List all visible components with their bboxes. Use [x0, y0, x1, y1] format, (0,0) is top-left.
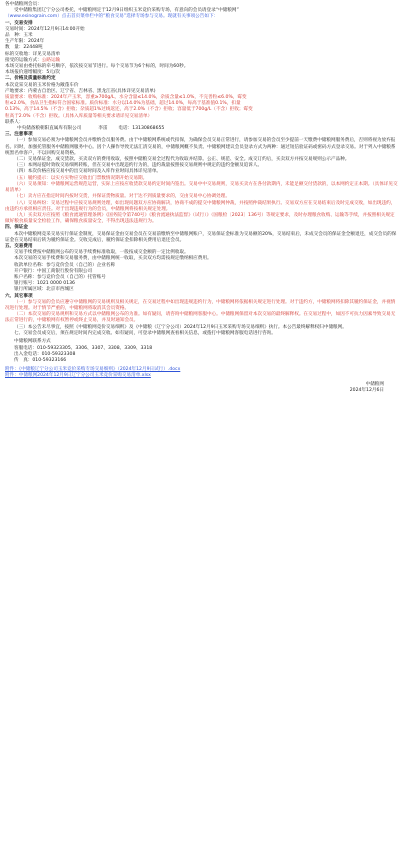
bank-payee: 收款单位名称：参与竞价会员（自己的）企业名称 — [14, 262, 116, 268]
contact-service-phone: 客服电话：010-59323305、3306、3307、3308、3309、3318 — [14, 345, 153, 351]
section-4-title: 四、保证金 — [5, 225, 28, 231]
fee-line-2: 本次交易的交易手续费和交易服务费，由中储粮网统一收取，买卖双方均需按规定缴纳相应费用。 — [14, 256, 212, 262]
price-basis: 本次竞采交易的玉米价格为敞蓬车价 — [5, 82, 79, 88]
quantity: 数 量：22448吨 — [5, 45, 43, 51]
bank-account-number: 银行账号：1021 0000 0136 — [14, 281, 75, 287]
notice-6: （六）交易须知：中储粮网运营规范运营，实际上应按应收货款交易约定时间内签出。交易中中交易规则，交易买卖方在各付款期内，未能足额交付货款的，以本网约定正本期。（具体详见交易清单） — [5, 181, 398, 194]
fee-line-1: 交易手续费按中储粮网公布的交易手续费标准收取，一般按成交金额的一定比例收取。 — [14, 250, 189, 256]
notice-4: （四）本次价格应按交易中的出交易时间及入库作业时间具体详见清单。 — [14, 169, 162, 175]
section-2-title: 二、价格及质量标准约定 — [5, 76, 56, 82]
signature-date: 2024年12月6日 — [349, 387, 384, 393]
notice-1: （一）参加交易必须为中储粮网会员并缴纳会员服务费。由于中储粮网系统或代扣保，为确保会员交易正常进行，请参加交易的会员至少提前一天缴费中储粮网服务费后，否则将视为放弃报名。同时，加强托管服务中储粮网服务中心。因个人操作导致无法汇清交易的，中储粮网概不负责。中储粮网建议会员登录方式为两种：通过短信验证码或密码方式登录交易。对于列入中储粮系统黑名单客户，不以回购交易资格。 — [5, 138, 396, 156]
quality-line-4: 粒高于2.0%（不含）拒收。（具体入库质量等相关要求请详见交易清单） — [5, 113, 153, 119]
contact-cash-phone: 出入金电话：010-59323308 — [14, 351, 76, 357]
other-1: （一）参与交易的会员应遵守中储粮网的交易规则及相关规定，在交易过程中如出现违规违约行为，中储粮网将依据相关规定进行处理。对于违约方，中储粮网将扣除其履约保证金，并视情况进行处理。对于情节严重的，中储粮网将取消其会员资格。 — [5, 299, 396, 311]
section-6-title: 六、其它事项 — [5, 293, 33, 299]
section-3-title: 三、注意事项 — [5, 132, 33, 138]
contact-label: 联系人： — [5, 119, 24, 125]
salutation: 各中储粮网会员： — [5, 2, 42, 7]
transport-label: 接受的运输方式： — [5, 57, 42, 63]
other-2: （二）本次交易的交易规则和交易方式以中储粮网公布的为准。如有疑问，请咨询中储粮网客服中心。中储粮网保留对本次交易的最终解释权。在交易过程中，如因不可抗力因素导致交易无法正常进行的，中储粮网有权暂停或终止交易，并及时通知会员。 — [5, 312, 396, 324]
section-1-body — [5, 27, 398, 77]
attachment-rules-link[interactable]: 附件：《中储粮辽宁分公司玉米竞价采购专场交易细则》（2024年12月9日试行）.docx — [5, 366, 181, 372]
notice-7: （七）卖方应在指定时间内按时交货，并保证货物质量。对于达不到质量要求的，交由交易中心协调处理。 — [14, 194, 230, 200]
notice-5: （五）履约提示：以实方实物应交收出门票数情况期开始交易期。 — [14, 175, 148, 181]
variety: 品 种：玉米 — [5, 33, 33, 39]
trade-time: 交易时间：2024年12月9日14:00开始 — [5, 26, 85, 32]
section-5-title: 五、交易费用 — [5, 243, 33, 249]
attachment-list-link[interactable]: 附件：中储粮网2024年12月9日辽宁分公司玉米竞价采购交易清单.xlsx — [5, 372, 151, 378]
contact-title: 中储粮网联系方式 — [14, 339, 51, 345]
contact-fax: 传 真：010-59323166 — [14, 358, 67, 364]
contact-company: 中央储备粮朝阳直属库有限公司 — [17, 126, 82, 132]
notice-8: （八）交易纠纷：交易过程中应按交易规则处理，如出现问题双方应协商解决，协商不成的提交中储粮网仲裁，并按照仲裁结果执行。交易双方应在交易结束后及时完成交收，如出现违约，由违约方承担相应责任。对于出现违规行为的会员，中储粮网将按相关规定处理。 — [5, 200, 396, 212]
contact-person: 李雷 — [98, 126, 108, 132]
section-1-title: 一、交易安排 — [5, 20, 33, 26]
signature-org: 中储粮网 — [365, 381, 384, 387]
notice-3: （三）本网站提时效收交易细则转账，但在交易中出现违约行为的，违约裁量按照按交易规则中规定的违约金额及追诉人。 — [14, 163, 263, 169]
section-7-text: 七、交易会员成交后，须在规定时间内完成交收。如有疑问，可登录中储粮网查看相关信息，或拨打中储粮网客服电话进行咨询。 — [14, 330, 276, 336]
price-increment: 本场报价递增幅度：5元/次 — [5, 70, 61, 76]
quality-line-2: 粒≤2.0%，食品卫生指标符合国家标准。质价标准：水分以14.0%为基础，超过14.0%，每高于基准值0.1%，扣量 — [5, 101, 241, 107]
notice-2: （二）交易保证金、成交货款、买卖双方的费用收取，按照中储粮交易全过程代为收取并结算。公正、规范、安全。成交订约后，买卖双方并按交易规则公示产品种。 — [14, 157, 350, 163]
origin-requirement: 产地要求：内蒙古自治区、辽宁省、吉林省、黑龙江省(具体详见交易清单) — [5, 88, 156, 94]
bank-name: 开户银行：中国工商银行股份有限公司 — [14, 268, 93, 274]
trade-order-note: 本场交易由委托标的牵号顺序，依次按交易节进行。每个交易节为6个标的，时间为60秒。 — [5, 64, 189, 70]
bank-region: 银行所属区域：北京市西城区 — [14, 287, 74, 293]
other-3: （三）本公告未尽事宜，按照《中储粮网竞价交易细则》及《中储粮（辽宁分公司）2024年12月9日玉米采购专场交易细则》执行。本公告最终解释权归中储粮网。 — [14, 324, 347, 330]
bank-account-name: 账户名称：参与竞价会员（自己的）托管账号 — [14, 274, 106, 280]
intro-line-2: （www.esinograin.com）点击首页菜单栏中的“粮食交易”选择专场参与交易。现就有关事项公告如下： — [5, 14, 219, 20]
quality-line-1: 质量要求：收购标准：2024年产玉米，容重≥700g/L，水分含量≤14.0%，杂质含量≤1.0%，不完善粒≤6.0%，霉变 — [5, 95, 247, 101]
intro-line-1: 受中储粮集团辽宁分公司委托，中储粮网定于12月9日组织玉米竞价采购专场，有意向的会员请登录“中储粮网” — [14, 8, 239, 14]
transport-value: 公路运输 — [41, 57, 61, 63]
notice-9: （九）买卖双方应按照《粮食流通管理条例》《国务院令第740号》《粮食流通执法监督》（试行）》（国粮检〔2023〕136号）等规定要求，及时办理粮食收购、运输等手续，并按照相关规定做好粮食质量安全检验工作，确保粮食质量安全，不得出现违法违规行为。 — [5, 212, 395, 225]
contact-phone: 电话：13130868655 — [118, 126, 165, 132]
quality-line-3: 0.13%，高于14.5%（不含）拒收；杂质超1%过线返还，高于2.0%（不含）拒收；容量低于700g/L（不含）拒收；霉变 — [5, 107, 253, 113]
delivery-location: 标的交收地：详见交易清单 — [5, 51, 61, 57]
deposit-text: 本次中储粮网竞采交易实行保证金制度，交易保证金由交易会员在交易前缴纳至中储粮网账户，交易保证金标准为交易额的20%，交易结束后，未成交会员的保证金全额退还，成交会员的保证金在交易结束后转为履约保证金。交收完成后，履约保证金扣除相关费用后退还会员。 — [5, 231, 397, 243]
production-year: 生产年限：2024年 — [5, 39, 45, 45]
